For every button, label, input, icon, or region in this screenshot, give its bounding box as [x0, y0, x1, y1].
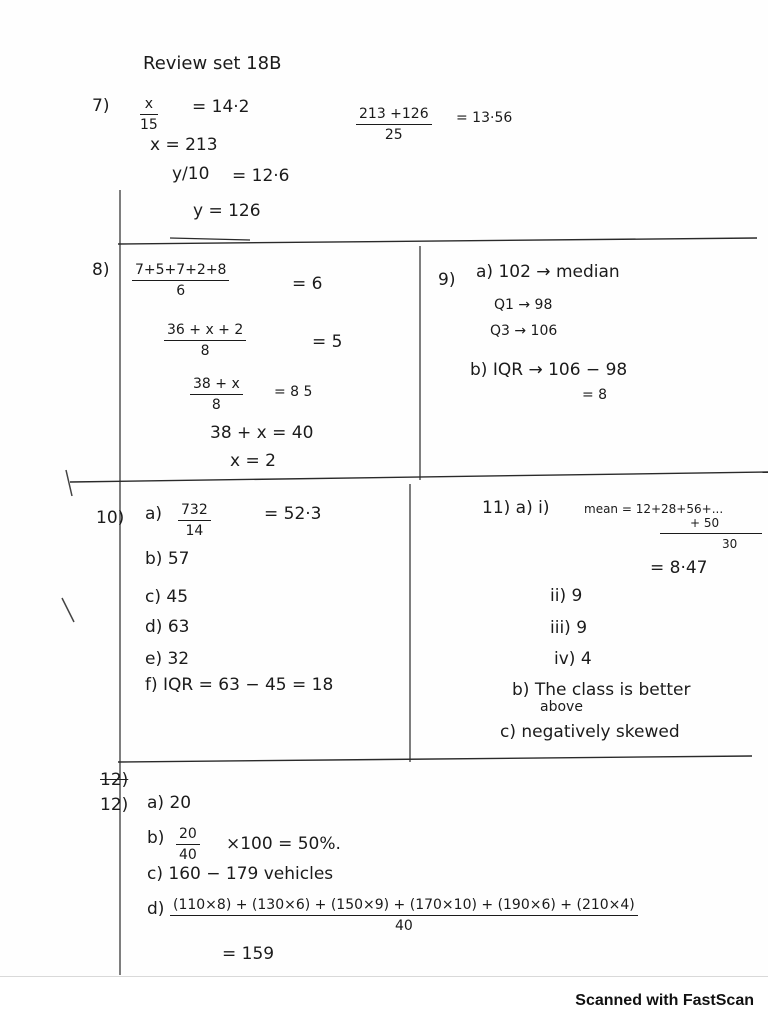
q10-part-a-label: a) — [145, 504, 163, 524]
q12-fraction-d — [170, 897, 638, 934]
rule-above-q12 — [118, 756, 752, 762]
q7-fraction-3-numerator: 213 +126 — [356, 106, 432, 125]
q9-q3: Q3 → 106 — [490, 323, 558, 339]
q7-fraction-3-denominator: 25 — [384, 127, 403, 143]
q8-fraction-3-denominator: 8 — [211, 397, 221, 413]
q9-q1: Q1 → 98 — [494, 297, 553, 313]
q7-fraction-1-numerator: x — [140, 96, 158, 115]
q10-fraction-a-denominator: 14 — [185, 523, 204, 539]
q12-part-c: c) 160 − 179 vehicles — [147, 864, 334, 884]
q11-part-iii: iii) 9 — [550, 618, 588, 638]
page-title: Review set 18B — [143, 53, 282, 74]
q12-part-d-result: = 159 — [222, 944, 275, 964]
q8-fraction-3-result: = 8 5 — [274, 384, 313, 400]
q7-fraction-2-result: = 12·6 — [232, 166, 290, 186]
q11-part-ii: ii) 9 — [550, 586, 583, 606]
q11-part-iv: iv) 4 — [554, 649, 592, 669]
q7-fraction-1 — [140, 96, 158, 133]
q8-line-4: 38 + x = 40 — [210, 423, 314, 443]
q12-fraction-d-denominator: 40 — [394, 918, 413, 934]
q8-fraction-1-numerator: 7+5+7+2+8 — [132, 262, 229, 281]
q7-fraction-1-denominator: 15 — [140, 117, 158, 133]
q7-fraction-3 — [356, 106, 432, 143]
scan-mark-left — [62, 470, 74, 622]
q12-struck-number: 12) — [100, 770, 129, 790]
q10-part-c: c) 45 — [145, 587, 189, 607]
q7-fraction-2: y/10 — [172, 164, 210, 184]
q8-fraction-2-denominator: 8 — [200, 343, 210, 359]
q7-underline — [170, 238, 250, 240]
q10-part-d: d) 63 — [145, 617, 190, 637]
q11-part-b-continued: above — [540, 699, 583, 715]
scanner-brand-text: Scanned with FastScan — [575, 992, 754, 1009]
q12-fraction-b-numerator: 20 — [176, 826, 200, 845]
q11-mean-numerator: mean = 12+28+56+... — [584, 502, 724, 516]
q7-fraction-3-result: = 13·56 — [456, 110, 513, 126]
rule-above-q10 — [70, 472, 768, 482]
q8-fraction-1 — [132, 262, 229, 299]
q9-part-b: b) IQR → 106 − 98 — [470, 360, 628, 380]
q10-fraction-a — [178, 502, 211, 539]
q10-part-e: e) 32 — [145, 649, 190, 669]
q7-number: 7) — [92, 96, 110, 116]
q12-fraction-b-denominator: 40 — [179, 847, 197, 863]
q11-mean-result: = 8·47 — [650, 558, 708, 578]
q7-line-4: y = 126 — [193, 201, 261, 221]
q9-number: 9) — [438, 270, 456, 290]
q10-fraction-a-numerator: 732 — [178, 502, 211, 521]
q8-fraction-1-denominator: 6 — [176, 283, 186, 299]
q10-part-f: f) IQR = 63 − 45 = 18 — [145, 675, 334, 695]
q8-number: 8) — [92, 260, 110, 280]
q12-number: 12) — [100, 795, 129, 815]
scanner-footer — [0, 976, 768, 1025]
q10-number: 10) — [96, 508, 125, 528]
q11-mean-denominator: 30 — [722, 537, 738, 551]
q12-part-a: a) 20 — [147, 793, 192, 813]
q11-part-c: c) negatively skewed — [500, 722, 680, 742]
q12-fraction-d-numerator: (110×8) + (130×6) + (150×9) + (170×10) + (190×6) + (210×4) — [170, 897, 638, 916]
q8-fraction-2-numerator: 36 + x + 2 — [164, 322, 246, 341]
q11-number: 11) a) i) — [482, 498, 550, 518]
q12-part-b-result: ×100 = 50%. — [226, 834, 341, 854]
q10-part-b: b) 57 — [145, 549, 190, 569]
q7-line-2: x = 213 — [150, 135, 218, 155]
q11-part-b: b) The class is better — [512, 680, 691, 700]
q8-fraction-3 — [190, 376, 243, 413]
q7-fraction-1-result: = 14·2 — [192, 97, 250, 117]
q8-line-5: x = 2 — [230, 451, 276, 471]
q8-fraction-2-result: = 5 — [312, 332, 343, 352]
q9-part-b-result: = 8 — [582, 387, 608, 403]
q9-part-a: a) 102 → median — [476, 262, 620, 282]
q10-part-a-result: = 52·3 — [264, 504, 322, 524]
q8-fraction-2 — [164, 322, 246, 359]
q8-fraction-1-result: = 6 — [292, 274, 323, 294]
q8-fraction-3-numerator: 38 + x — [190, 376, 243, 395]
q11-mean-plus: + 50 — [690, 516, 720, 530]
q11-mean-fraction-bar — [660, 533, 762, 534]
q12-part-b-label: b) — [147, 828, 165, 848]
q12-fraction-b — [176, 826, 200, 863]
q12-part-d-label: d) — [147, 899, 165, 919]
